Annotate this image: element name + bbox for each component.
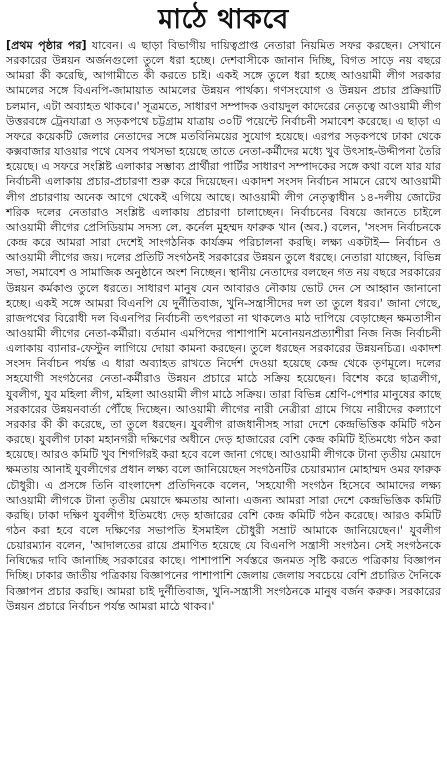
article-body [6, 38, 441, 614]
article-text: যাবেন। এ ছাড়া বিভাগীয় দায়িত্বপ্রাপ্ত নেতারা নিয়মিত সফর করছেন। সেখানে সরকারের উন্নয়ন অর্জনগুলো তুলে ধরা হচ্ছে। দেশবাসীকে জানান দিচ্ছি, বিগত সাড়ে নয় বছরে আমরা কী করেছি, আগামীতে কী করতে চাই। একই সঙ্গে তুলে ধরা হচ্ছে আওয়ামী লীগ সরকার আমলের সঙ্গে বিএনপি-জামায়াত আমলের উন্নয়ন পার্থক্য। গণসংযোগ ও উন্নয়ন প্রচার প্রক্রিয়াটি চলমান, এটা অব্যাহত থাকবে।' সূত্রমতে, সাধারণ সম্পাদক ওবায়দুল কাদেরের নেতৃত্বে আওয়ামী লীগ উত্তরবঙ্গে ট্রেনযাত্রা ও সড়কপথে চট্টগ্রাম যাত্রায় ৩০টি পয়েন্টে নির্বাচনী সমাবেশ করেছে। এ ছাড়া এ সফরে কয়েকটি জেলার নেতাদের সঙ্গে মতবিনিময়ের সুযোগ হয়েছে। এরপর সড়কপথে ঢাকা থেকে কক্সবাজার যাওয়ার পথে যেসব পথসভা হয়েছে তাতে নেতা-কর্মীদের মধ্যে খুব উৎসাহ-উদ্দীপনা তৈরি হয়েছে। এ সফরে সংশ্লিষ্ট এলাকার সম্ভাব্য প্রার্থীরা পার্টির সাধারণ সম্পাদকের সঙ্গে কথা বলে যার যার নির্বাচনী এলাকায় প্রচার-প্রচারণা শুরু করে দিয়েছেন। একাদশ সংসদ নির্বাচন সামনে রেখে আওয়ামী লীগ প্রচারণায় অনেক আগে থেকেই এগিয়ে আছে। আওয়ামী লীগ নেতৃত্বাধীন ১৪-দলীয় জোটের শরিক দলের নেতারাও সংশ্লিষ্ট এলাকায় প্রচারণা চালাচ্ছেন। নির্বাচনের বিষয়ে জানতে চাইলে আওয়ামী লীগের প্রেসিডিয়াম সদস্য লে. কর্নেল মুহম্মদ ফারুক খান (অব.) বলেন, 'সংসদ নির্বাচনকে কেন্দ্র করে আমরা সারা দেশেই সাংগঠনিক কার্যক্রম পরিচালনা করছি। লক্ষ্য একটাই— নির্বাচন ও আওয়ামী লীগের জয়। দলের প্রতিটি সংগঠনই সরকারের উন্নয়ন তুলে ধরছে। নেতারা যাচ্ছেন, বিভিন্ন সভা, সমাবেশ ও সামাজিক অনুষ্ঠানে অংশ নিচ্ছেন। স্থানীয় নেতাদের বলছেন গত নয় বছরে সরকারের উন্নয়ন কর্মকাণ্ড তুলে ধরতে। সাধারণ মানুষ যেন আবারও নৌকায় ভোট দেন সে আহ্বান জানানো হচ্ছে। একই সঙ্গে আমরা বিএনপি যে দুর্নীতিবাজ, খুনি-সন্ত্রাসীদের দল তা তুলে ধরব।' জানা গেছে, রাজপথের বিরোধী দল বিএনপির নির্বাচনী তৎপরতা না থাকলেও মাঠ দাপিয়ে বেড়াচ্ছেন ক্ষমতাসীন আওয়ামী লীগের নেতা-কর্মীরা। বর্তমান এমপিদের পাশাপাশি মনোনয়নপ্রত্যাশীরা নিজ নিজ নির্বাচনী এলাকায় ব্যানার-ফেস্টুন লাগিয়ে দোয়া কামনা করছেন। তুলে ধরছেন সরকারের উন্নয়নচিত্র। একাদশ সংসদ নির্বাচন পর্যন্ত এ ধারা অব্যাহত রাখতে নির্দেশ দেওয়া হয়েছে কেন্দ্র থেকে তৃণমূলে। দলের সহযোগী সংগঠনের নেতা-কর্মীরাও উন্নয়ন প্রচারে মাঠে সক্রিয় হয়েছেন। বিশেষ করে ছাত্রলীগ, যুবলীগ, যুব মহিলা লীগ, মহিলা আওয়ামী লীগ মাঠে সক্রিয়। তারা বিভিন্ন শ্রেণি-পেশার মানুষের কাছে সরকারের উন্নয়নবার্তা পৌঁছে দিচ্ছেন। আওয়ামী লীগের নারী নেত্রীরা গ্রামে গিয়ে নারীদের কল্যাণে সরকার কী কী করেছে, তা তুলে ধরছেন। যুবলীগ রাজধানীসহ সারা দেশে কেন্দ্রভিত্তিক কমিটি গঠন করছে। যুবলীগ ঢাকা মহানগরী দক্ষিণের অধীনে দেড় হাজারের বেশি কেন্দ্র কমিটি ইতিমধ্যে গঠন করা হয়েছে। আরও কমিটি খুব শিগগিরই করা হবে বলে জানা গেছে। আওয়ামী লীগকে টানা তৃতীয় মেয়াদে ক্ষমতায় আনাই যুবলীগের প্রধান লক্ষ্য বলে জানিয়েছেন সংগঠনটির চেয়ারম্যান মোহাম্মদ ওমর ফারুক চৌধুরী। এ প্রসঙ্গে তিনি বাংলাদেশ প্রতিদিনকে বলেন, 'সহযোগী সংগঠন হিসেবে আমাদের লক্ষ্য আওয়ামী লীগকে টানা তৃতীয় মেয়াদে ক্ষমতায় আনা। এজন্য আমরা সারা দেশে কেন্দ্রভিত্তিক কমিটি করছি। ঢাকা দক্ষিণ যুবলীগ ইতিমধ্যে দেড় হাজারের বেশি কেন্দ্র কমিটি গঠন করেছে। আরও কমিটি গঠন করা হবে বলে দক্ষিণের সভাপতি ইসমাইল চৌধুরী সম্রাট আমাকে জানিয়েছেন।' যুবলীগ চেয়ারম্যান বলেন, 'আদালতের রায়ে প্রমাণিত হয়েছে যে বিএনপি সন্ত্রাসী সংগঠন। সেই সংগঠনকে নিষিদ্ধের দাবি জানাচ্ছি সরকারের কাছে। পাশাপাশি সর্বস্তরে জনমত সৃষ্টি করতে পত্রিকায় বিজ্ঞাপন দিচ্ছি। ঢাকার জাতীয় পত্রিকায় বিজ্ঞাপনের পাশাপাশি জেলায় জেলায় সবচেয়ে বেশি প্রচারিত দৈনিকে বিজ্ঞাপন প্রচার করছি। আমরা চাই দুর্নীতিবাজ, খুনি-সন্ত্রাসী সংগঠনকে মানুষ বর্জন করুক। সরকারের উন্নয়ন প্রচারে নির্বাচন পর্যন্ত আমরা মাঠে থাকব।' [6, 39, 441, 613]
headline: মাঠে থাকবে [158, 4, 289, 35]
continuation-marker: [প্রথম পৃষ্ঠার পর] [6, 39, 87, 52]
